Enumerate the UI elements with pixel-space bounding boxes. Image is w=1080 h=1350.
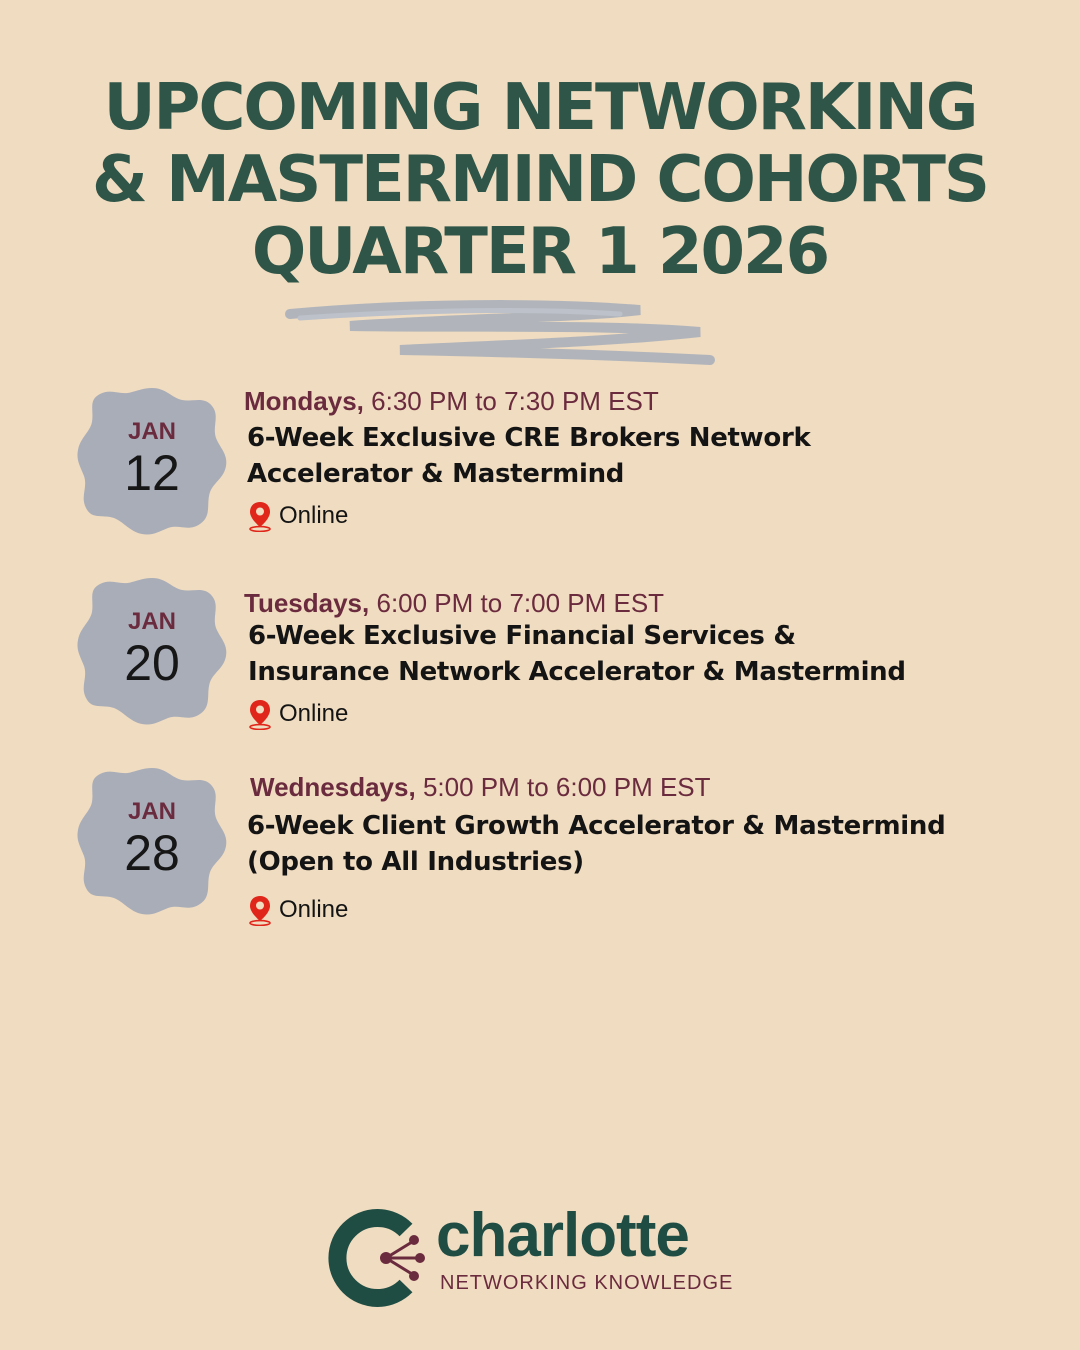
location-pin-icon: [247, 894, 273, 926]
logo-tagline: NETWORKING KNOWLEDGE: [440, 1272, 734, 1294]
event-title[interactable]: [247, 808, 945, 880]
event-schedule: [250, 772, 711, 803]
location-label: Online: [279, 700, 349, 727]
date-month: JAN: [127, 608, 176, 635]
date-badge: [76, 574, 228, 726]
event-title[interactable]: [248, 618, 906, 690]
event-location: [247, 698, 348, 730]
event-time: 5:00 PM to 6:00 PM EST: [422, 772, 711, 802]
event-schedule: [244, 386, 659, 417]
logo-wordmark: charlotte: [436, 1201, 689, 1270]
date-badge: [76, 764, 228, 916]
event-title-line-2: (Open to All Industries): [247, 847, 584, 877]
event-item[interactable]: [0, 384, 1080, 544]
event-title-line-1: 6-Week Client Growth Accelerator & Mastermind: [247, 811, 946, 841]
logo-mark-icon: [328, 1208, 438, 1308]
event-title-line-2: Accelerator & Mastermind: [247, 459, 625, 489]
event-weekday: Mondays,: [244, 386, 364, 416]
charlotte-networking-logo: [328, 1201, 748, 1308]
page-title: [0, 72, 1080, 288]
title-line-1: UPCOMING NETWORKING: [103, 71, 977, 145]
date-month: JAN: [127, 798, 176, 825]
event-location: [247, 500, 348, 532]
location-pin-icon: [247, 698, 273, 730]
event-title-line-1: 6-Week Exclusive Financial Services &: [248, 621, 796, 651]
event-title-line-1: 6-Week Exclusive CRE Brokers Network: [247, 423, 811, 453]
event-location: [247, 894, 348, 926]
title-line-2: & MASTERMIND COHORTS: [91, 143, 989, 217]
date-month: JAN: [127, 418, 176, 445]
date-day: 28: [124, 825, 180, 881]
event-title-line-2: Insurance Network Accelerator & Mastermind: [248, 657, 906, 687]
event-weekday: Tuesdays,: [244, 588, 370, 618]
location-pin-icon: [247, 500, 273, 532]
event-item[interactable]: [0, 574, 1080, 734]
event-time: 6:00 PM to 7:00 PM EST: [376, 588, 665, 618]
event-title[interactable]: [247, 420, 810, 492]
title-line-3: QUARTER 1 2026: [251, 215, 829, 289]
event-weekday: Wednesdays,: [250, 772, 416, 802]
date-day: 12: [124, 445, 180, 501]
event-item[interactable]: [0, 764, 1080, 924]
location-label: Online: [279, 502, 349, 529]
date-badge: [76, 384, 228, 536]
event-schedule: [244, 588, 664, 619]
event-time: 6:30 PM to 7:30 PM EST: [371, 386, 659, 416]
date-day: 20: [124, 635, 180, 691]
location-label: Online: [279, 896, 349, 923]
brush-stroke-divider: [280, 296, 720, 368]
